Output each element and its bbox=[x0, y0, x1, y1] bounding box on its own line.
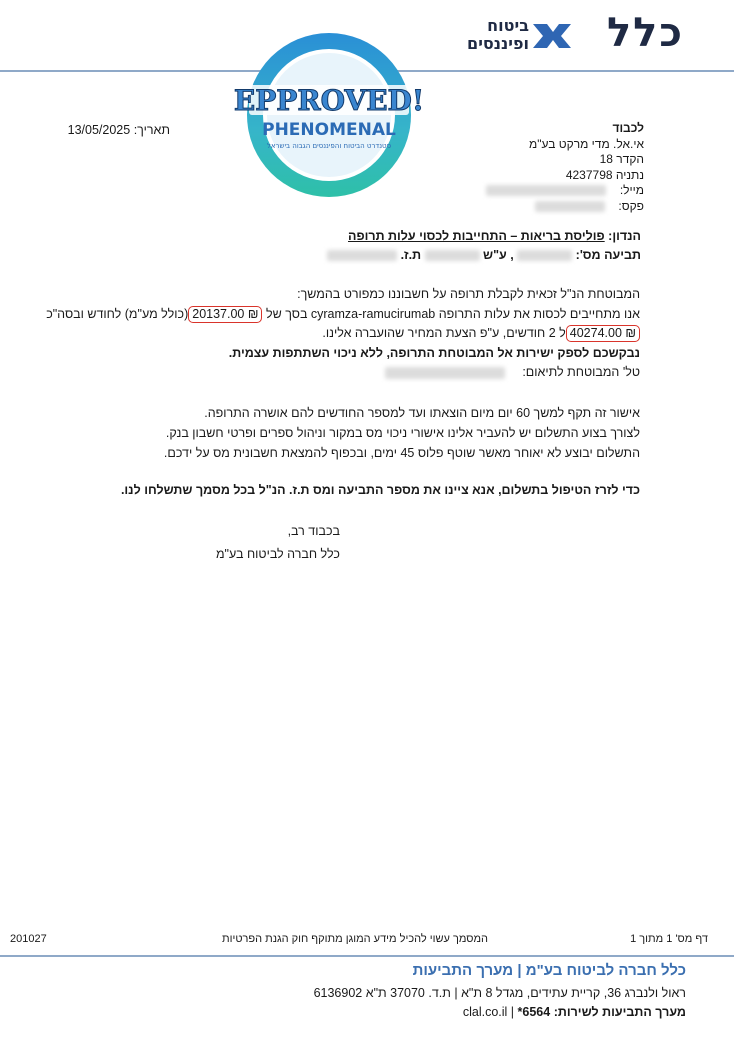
closing-signature: כלל חברה לביטוח בע"מ bbox=[215, 547, 340, 561]
payment-terms-line: התשלום יבוצע לא יאוחר מאשר שוטף פלוס 45 ימים, ובכפוף להמצאת חשבונית מס על ידכם. bbox=[163, 446, 640, 460]
logo-line2: ופיננסים bbox=[467, 34, 529, 53]
recipient-street: הקדר 18 bbox=[599, 152, 644, 166]
document-code: 201027 bbox=[10, 933, 47, 945]
closing-greeting: בכבוד רב, bbox=[287, 524, 340, 538]
footer-title: כלל חברה לביטוח בע"מ | מערך התביעות bbox=[412, 962, 686, 979]
logo-line1: ביטוח bbox=[487, 16, 529, 35]
redacted-phone bbox=[385, 367, 505, 379]
body-line-3-text: ל 2 חודשים, ע"פ הצעת המחיר שהועברה אלינו. bbox=[322, 326, 566, 340]
closing-block bbox=[120, 520, 340, 566]
recipient-city: נתניה 4237798 bbox=[565, 167, 644, 182]
recipient-salutation: לכבוד bbox=[612, 121, 644, 135]
body-line-5 bbox=[40, 363, 640, 383]
body-line-3 bbox=[40, 324, 640, 344]
amount-total: 40274.00 ₪ bbox=[566, 325, 640, 342]
service-phone[interactable]: *6564 bbox=[517, 1005, 551, 1019]
body-line-4: נבקשכם לספק ישירות אל המבוטחת התרופה, ללא ניכוי השתתפות עצמית. bbox=[228, 345, 640, 360]
subject-title: פוליסת בריאות – התחייבות לכסוי עלות תרופה bbox=[348, 229, 605, 243]
emphasis-line: כדי לזרז הטיפול בתשלום, אנא ציינו את מספר התביעה ומס ת.ז. הנ"ל בכל מסמך שתשלחו לנו. bbox=[120, 483, 640, 497]
body-line-1: המבוטחת הנ"ל זכאית לקבלת תרופה על חשבוננו כמפורט בהמשך: bbox=[297, 287, 640, 301]
seal-brand-text: PHENOMENAL bbox=[262, 120, 396, 140]
recipient-fax-row bbox=[344, 199, 644, 215]
logo-wordmark: כלל bbox=[606, 10, 684, 56]
claim-label: תביעה מס': bbox=[575, 248, 641, 262]
recipient-company: אי.אל. מדי מרקט בע"מ bbox=[529, 136, 644, 151]
footer-divider bbox=[0, 955, 734, 957]
claim-line bbox=[141, 246, 641, 265]
redacted-name bbox=[425, 250, 480, 261]
recipient-email-row bbox=[344, 183, 644, 199]
body-paragraph-1 bbox=[40, 285, 640, 383]
footer-address: ראול ולנברג 36, קריית עתידים, מגדל 8 ת"א | ת.ד. 37070 ת"א 6136902 bbox=[313, 986, 686, 1000]
website-link[interactable]: clal.co.il bbox=[462, 1005, 508, 1019]
body-line-2b: (כולל מע"מ) לחודש ובסה"כ bbox=[46, 306, 189, 321]
clal-logo bbox=[449, 10, 684, 58]
payment-docs-line: לצורך בצוע התשלום יש להעביר אלינו אישורי ניכוי מס במקור וניהול ספרים ופרטי חשבון בנק. bbox=[165, 426, 640, 440]
seal-approved-text: EPPROVED! bbox=[233, 84, 425, 117]
fax-label: פקס: bbox=[618, 198, 644, 213]
logo-symbol-icon bbox=[531, 22, 573, 50]
body-line-2 bbox=[40, 305, 640, 325]
redacted-id bbox=[327, 250, 397, 261]
amount-monthly: 20137.00 ₪ bbox=[188, 306, 262, 323]
id-label: ת.ז. bbox=[400, 248, 422, 262]
date-label: תאריך: bbox=[133, 123, 170, 137]
letter-date bbox=[40, 122, 170, 138]
page-number: דף מס' 1 מתוך 1 bbox=[630, 933, 708, 945]
recipient-block bbox=[344, 121, 644, 214]
subject-block bbox=[141, 227, 641, 265]
service-label: מערך התביעות לשירות: bbox=[553, 1005, 686, 1019]
validity-line: אישור זה תקף למשך 60 יום מיום הוצאתו ועד למספר החודשים להם אושרה התרופה. bbox=[204, 406, 640, 420]
redacted-fax bbox=[535, 201, 605, 212]
phone-label: טל' המבוטחת לתיאום: bbox=[522, 365, 640, 379]
subject-prefix: הנדון: bbox=[608, 229, 641, 243]
email-label: מייל: bbox=[619, 183, 644, 197]
redacted-email bbox=[486, 185, 606, 196]
date-value: 13/05/2025 bbox=[67, 123, 131, 137]
body-line-2a: אנו מתחייבים לכסות את עלות התרופה cyramza-ramucirumab בסך של bbox=[265, 306, 640, 321]
subject-line bbox=[141, 227, 641, 246]
footer-service: מערך התביעות לשירות: *6564 | clal.co.il bbox=[462, 1005, 686, 1019]
body-paragraph-2 bbox=[80, 403, 640, 463]
redacted-claim-number bbox=[517, 250, 572, 261]
privacy-note: המסמך עשוי להכיל מידע המוגן מתוקף חוק הגנת הפרטיות bbox=[222, 933, 489, 945]
seal-tagline-text: סטנדרט הביטוח והפיננסים הגבוה בישראל bbox=[266, 142, 392, 150]
on-behalf-label: , ע"ש bbox=[483, 248, 514, 262]
